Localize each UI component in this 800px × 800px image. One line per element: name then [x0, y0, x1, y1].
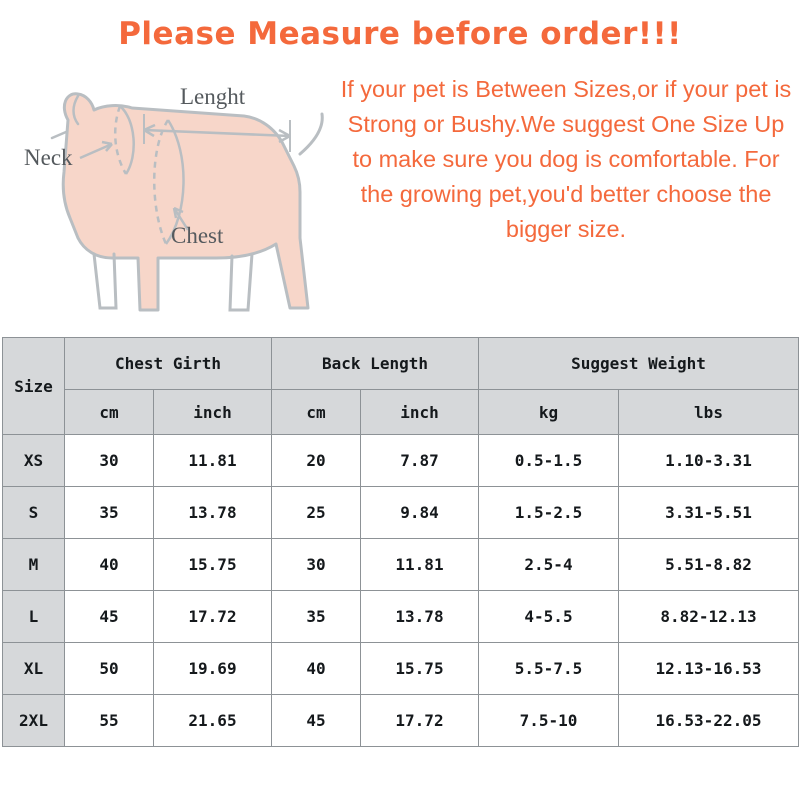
header-size: Size: [3, 338, 65, 435]
subheader-back-inch: inch: [361, 390, 479, 435]
dog-illustration-svg: [8, 58, 338, 333]
cell-chest-inch: 19.69: [154, 643, 272, 695]
cell-weight-lbs: 12.13-16.53: [619, 643, 799, 695]
subheader-back-cm: cm: [272, 390, 361, 435]
cell-weight-kg: 7.5-10: [479, 695, 619, 747]
cell-size: 2XL: [3, 695, 65, 747]
cell-back-cm: 40: [272, 643, 361, 695]
cell-back-inch: 9.84: [361, 487, 479, 539]
subheader-chest-cm: cm: [65, 390, 154, 435]
cell-chest-cm: 45: [65, 591, 154, 643]
cell-weight-lbs: 8.82-12.13: [619, 591, 799, 643]
cell-weight-kg: 0.5-1.5: [479, 435, 619, 487]
cell-chest-cm: 35: [65, 487, 154, 539]
cell-chest-cm: 30: [65, 435, 154, 487]
cell-weight-lbs: 3.31-5.51: [619, 487, 799, 539]
dog-diagram: [8, 58, 338, 333]
subheader-weight-kg: kg: [479, 390, 619, 435]
table-row: [3, 591, 799, 643]
cell-back-inch: 11.81: [361, 539, 479, 591]
cell-chest-inch: 11.81: [154, 435, 272, 487]
cell-size: M: [3, 539, 65, 591]
cell-size: XL: [3, 643, 65, 695]
label-neck: Neck: [24, 145, 73, 170]
cell-chest-cm: 40: [65, 539, 154, 591]
cell-chest-cm: 50: [65, 643, 154, 695]
cell-back-inch: 17.72: [361, 695, 479, 747]
cell-back-cm: 35: [272, 591, 361, 643]
cell-size: S: [3, 487, 65, 539]
header-suggest-weight: Suggest Weight: [479, 338, 799, 390]
cell-back-cm: 25: [272, 487, 361, 539]
cell-size: L: [3, 591, 65, 643]
cell-chest-cm: 55: [65, 695, 154, 747]
subheader-chest-inch: inch: [154, 390, 272, 435]
label-chest: Chest: [171, 223, 224, 248]
table-row: [3, 695, 799, 747]
cell-back-cm: 20: [272, 435, 361, 487]
cell-chest-inch: 21.65: [154, 695, 272, 747]
header-chest-girth: Chest Girth: [65, 338, 272, 390]
table-row: [3, 435, 799, 487]
cell-weight-lbs: 16.53-22.05: [619, 695, 799, 747]
cell-weight-kg: 1.5-2.5: [479, 487, 619, 539]
illustration-section: [0, 58, 800, 333]
table-row: [3, 539, 799, 591]
sizing-note: If your pet is Between Sizes,or if your pet is Strong or Bushy.We suggest One Size Up to make sure you dog is comfortable. For the growing pet,you'd better choose the bigger size.: [340, 76, 792, 242]
header-back-length: Back Length: [272, 338, 479, 390]
cell-weight-lbs: 5.51-8.82: [619, 539, 799, 591]
table-header-row: [3, 338, 799, 390]
table-row: [3, 487, 799, 539]
cell-chest-inch: 15.75: [154, 539, 272, 591]
cell-back-inch: 7.87: [361, 435, 479, 487]
cell-size: XS: [3, 435, 65, 487]
cell-weight-kg: 2.5-4: [479, 539, 619, 591]
cell-weight-kg: 5.5-7.5: [479, 643, 619, 695]
cell-back-inch: 15.75: [361, 643, 479, 695]
cell-weight-kg: 4-5.5: [479, 591, 619, 643]
cell-back-cm: 30: [272, 539, 361, 591]
subheader-weight-lbs: lbs: [619, 390, 799, 435]
cell-back-inch: 13.78: [361, 591, 479, 643]
cell-chest-inch: 13.78: [154, 487, 272, 539]
table-row: [3, 643, 799, 695]
cell-back-cm: 45: [272, 695, 361, 747]
cell-chest-inch: 17.72: [154, 591, 272, 643]
size-table: [2, 337, 799, 747]
table-subheader-row: [3, 390, 799, 435]
label-length: Lenght: [180, 84, 246, 109]
page-title: Please Measure before order!!!: [118, 16, 682, 52]
cell-weight-lbs: 1.10-3.31: [619, 435, 799, 487]
